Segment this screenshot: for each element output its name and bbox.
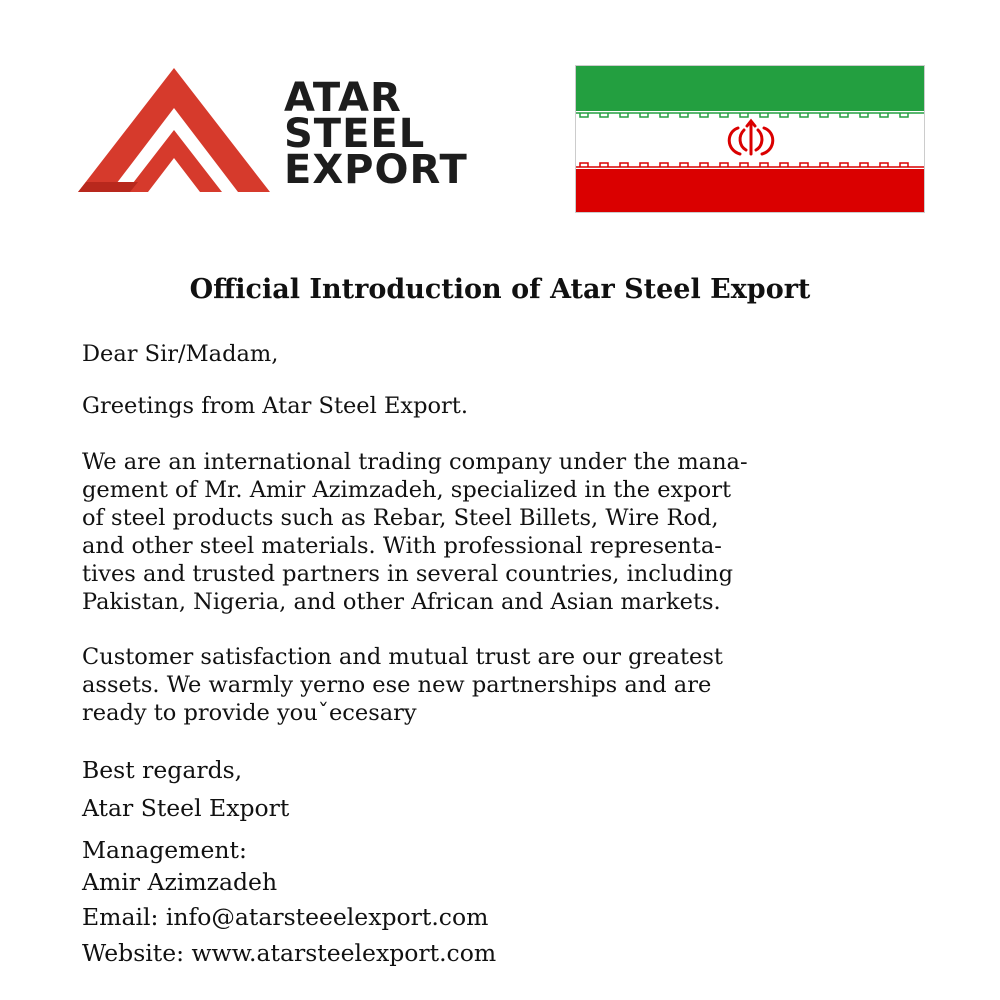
flag-green-band — [576, 66, 925, 111]
logo-base-bar — [78, 182, 138, 192]
greeting: Greetings from Atar Steel Export. — [82, 393, 468, 419]
paragraph1-line: tives and trusted partners in several countries, including — [82, 561, 734, 587]
paragraph1-line: gement of Mr. Amir Azimzadeh, specialized in the export — [82, 477, 731, 503]
paragraph2-line: assets. We warmly yerno ese new partnerships and are — [82, 672, 712, 698]
logo-wordmark — [284, 75, 468, 193]
salutation: Dear Sir/Madam, — [82, 341, 279, 367]
logo-word-3: EXPORT — [284, 147, 468, 193]
manager-name: Amir Azimzadeh — [82, 868, 278, 896]
paragraph1-line: We are an international trading company under the mana- — [82, 449, 748, 475]
iran-flag-icon — [576, 66, 925, 213]
letter-title: Official Introduction of Atar Steel Export — [189, 274, 811, 305]
paragraph2-line: ready to provide youˇecesary — [82, 700, 417, 726]
paragraph1-line: of steel products such as Rebar, Steel Billets, Wire Rod, — [82, 505, 719, 531]
signature-company: Atar Steel Export — [82, 794, 290, 822]
contact-website: Website: www.atarsteelexport.com — [82, 939, 497, 967]
logo-word-2: STEEL — [284, 111, 426, 157]
steel-triangle-logo-icon — [78, 68, 270, 192]
company-description-paragraph — [82, 448, 932, 616]
iran-flag — [575, 65, 925, 213]
company-logo — [78, 66, 518, 196]
paragraph1-line: and other steel materials. With professional representa- — [82, 533, 722, 559]
closing: Best regards, — [82, 756, 243, 784]
paragraph2-line: Customer satisfaction and mutual trust are our greatest — [82, 644, 723, 670]
paragraph1-line: Pakistan, Nigeria, and other African and Asian markets. — [82, 589, 721, 615]
partnership-paragraph — [82, 643, 932, 727]
management-label: Management: — [82, 836, 247, 864]
contact-email: Email: info@atarsteeelexport.com — [82, 903, 489, 931]
logo-word-1: ATAR — [284, 75, 402, 121]
flag-red-band — [576, 169, 925, 213]
